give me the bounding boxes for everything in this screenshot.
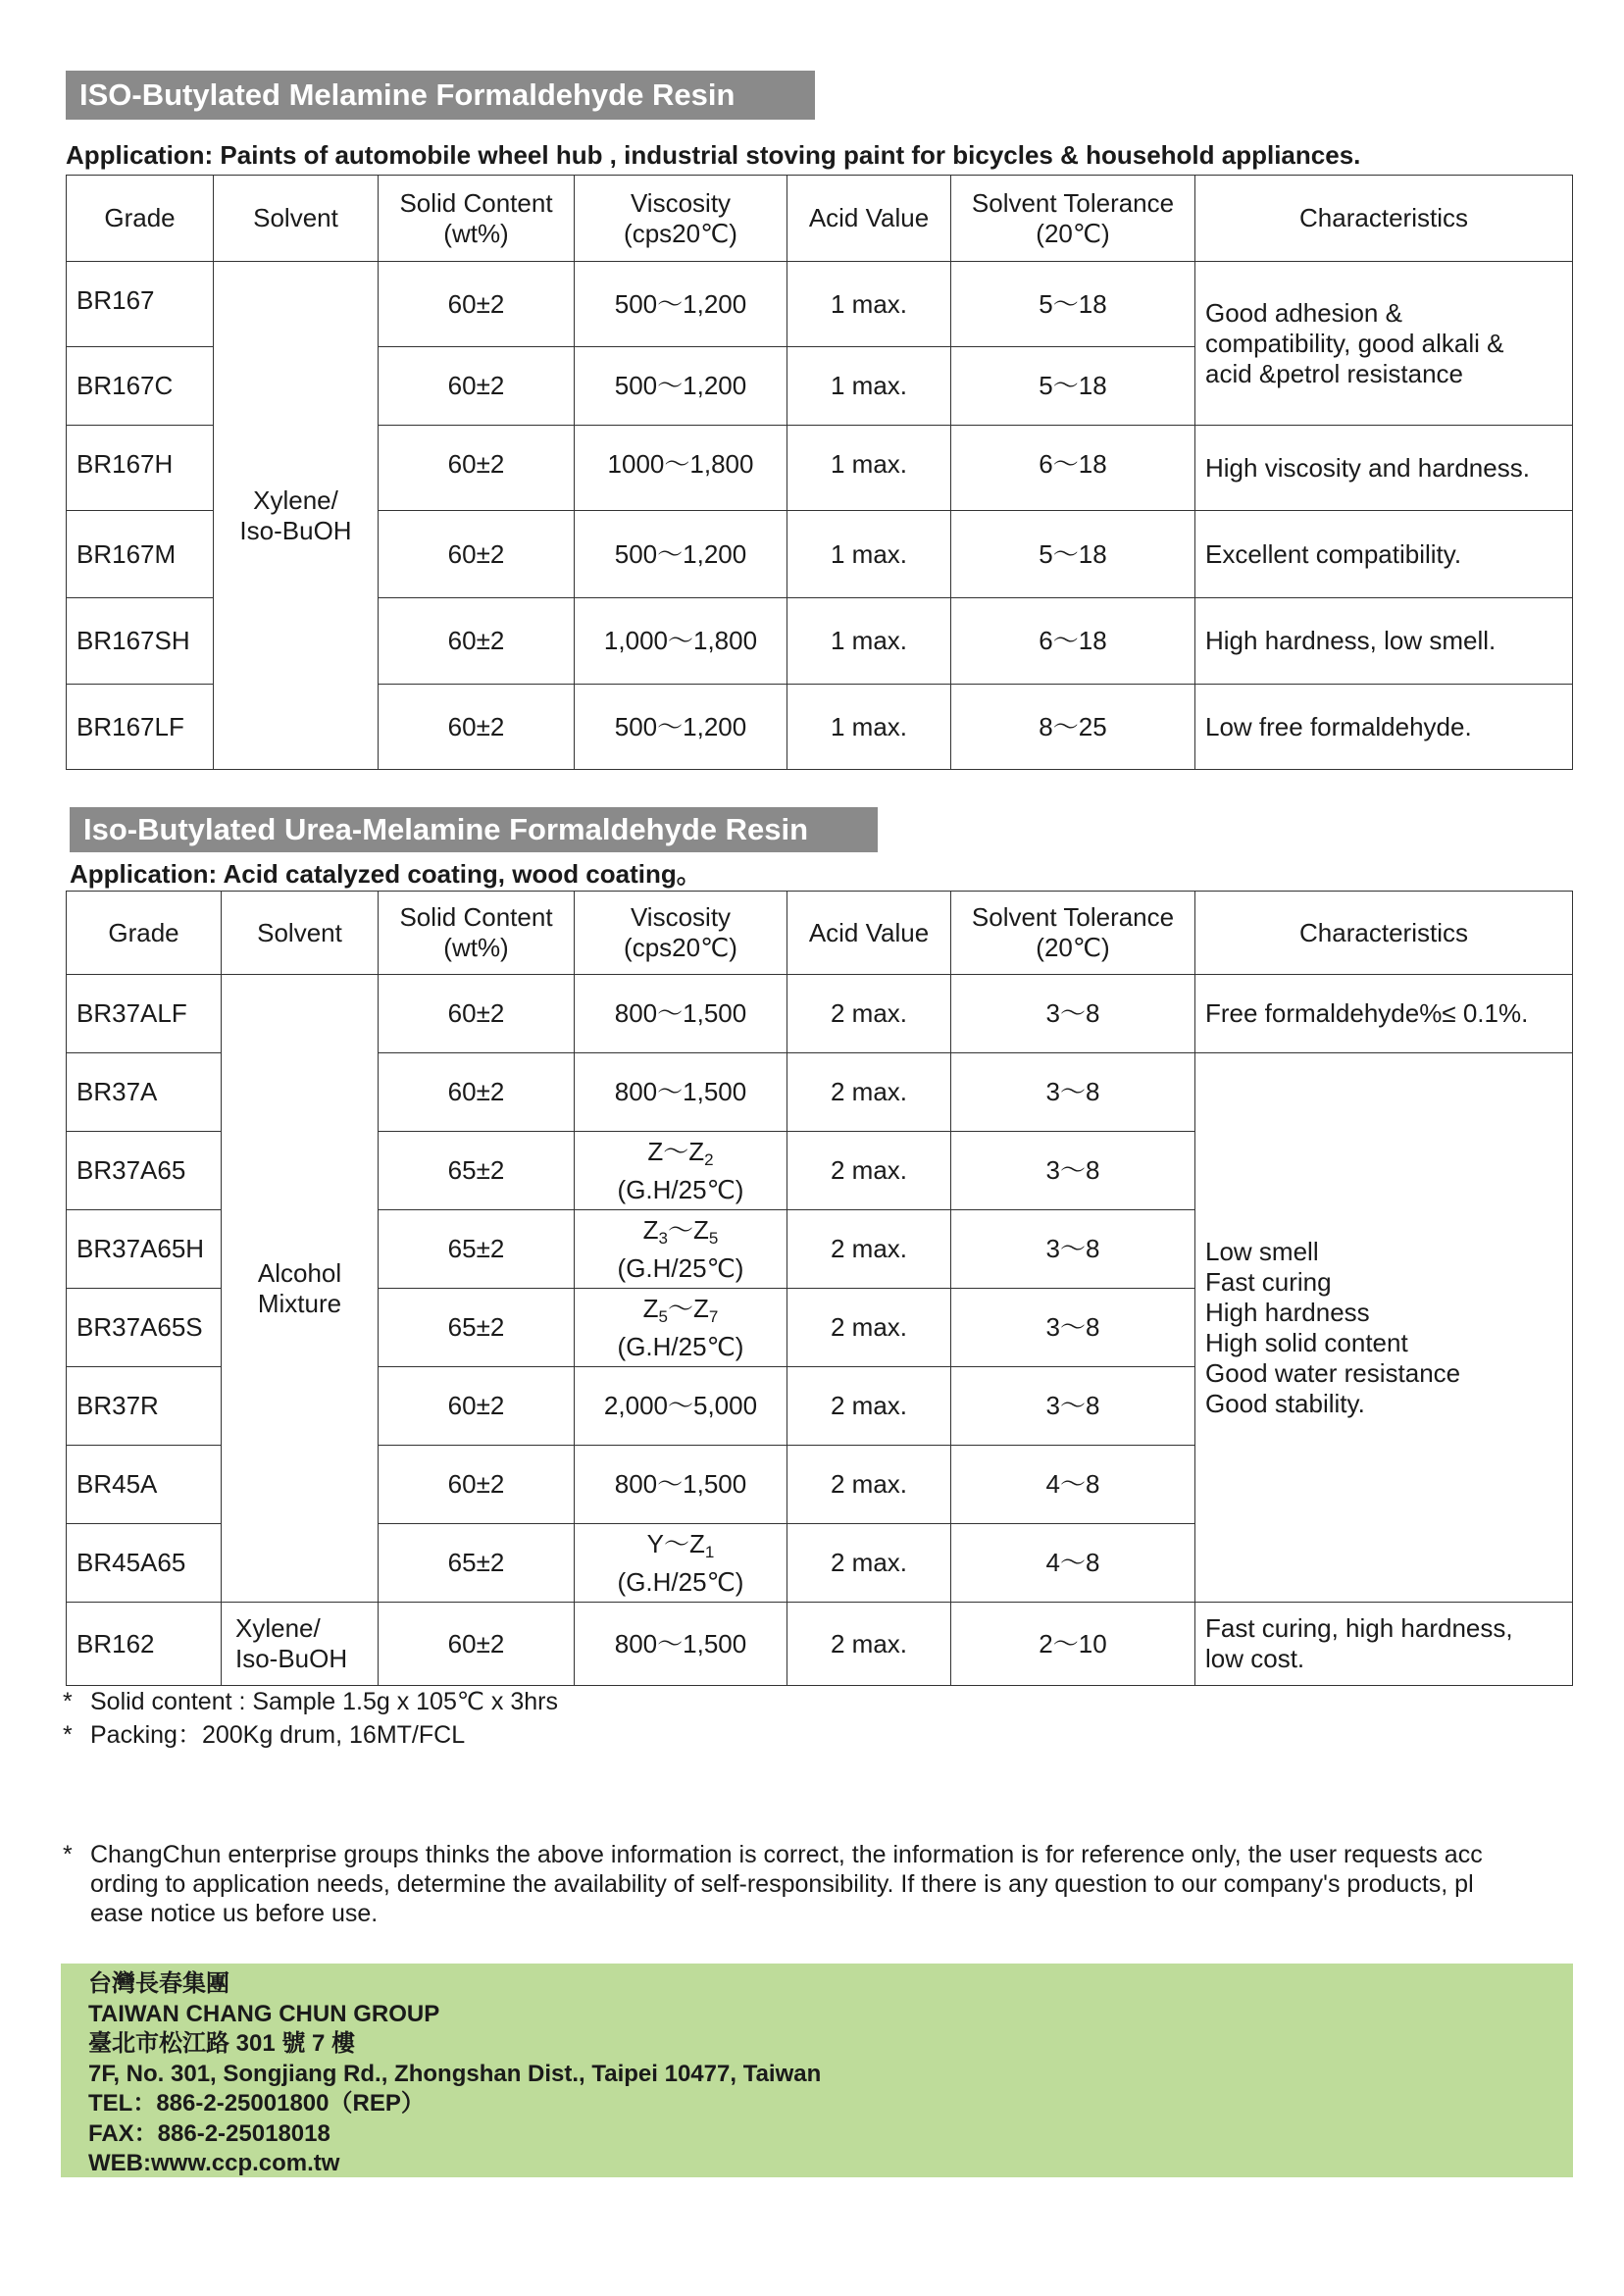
footnote-packing: * Packing：200Kg drum, 16MT/FCL [63,1721,466,1749]
solvent-tolerance-cell: 3～8 [951,1367,1195,1446]
address-chinese: 臺北市松江路 301 號 7 樓 [88,2030,356,2057]
acid-value-cell: 2 max. [787,1132,951,1210]
solvent-cell: Xylene/ Iso-BuOH [222,1603,379,1686]
grade-cell: BR167C [67,347,214,426]
acid-value-cell: 1 max. [787,685,951,770]
viscosity-cell: 500～1,200 [575,511,787,598]
disclaimer: * ChangChun enterprise groups thinks the above information is correct, the information is for reference only, the user requests acc ording to application needs, determine the availability of self-responsibility. If there is any question to our company's products, pl ease notice us before use. [63,1841,1483,1927]
characteristics-cell: Free formaldehyde%≤ 0.1%. [1195,975,1573,1053]
viscosity-cell: $Z\sim Z_2$ (G.H/25℃) [575,1132,787,1210]
viscosity-cell: $Y\sim Z_1$ (G.H/25℃) [575,1524,787,1603]
characteristics-cell: High viscosity and hardness. [1195,426,1573,511]
section1-application: Application: Paints of automobile wheel hub , industrial stoving paint for bicycles & household appliances. [66,140,1361,170]
header-solvent-tolerance: Solvent Tolerance (20℃) [951,176,1195,262]
viscosity-cell: 500～1,200 [575,262,787,347]
header-acid-value: Acid Value [787,176,951,262]
footnotes [63,1685,558,1752]
table-row [67,975,1573,1053]
acid-value-cell: 2 max. [787,1289,951,1367]
solid-content-cell: 60±2 [379,685,575,770]
company-contact-footer [61,1964,1573,2177]
acid-value-cell: 1 max. [787,426,951,511]
acid-value-cell: 1 max. [787,347,951,426]
table-header-row [67,176,1573,262]
company-name: TAIWAN CHANG CHUN GROUP [88,2000,440,2027]
melamine-resin-table [66,175,1573,770]
solvent-tolerance-cell: 6～18 [951,598,1195,685]
grade-cell: BR37A65H [67,1210,222,1289]
table-row [67,262,1573,347]
acid-value-cell: 2 max. [787,975,951,1053]
header-acid-value: Acid Value [787,892,951,975]
viscosity-cell: 800～1,500 [575,975,787,1053]
grade-cell: BR37ALF [67,975,222,1053]
viscosity-cell: 500～1,200 [575,685,787,770]
solid-content-cell: 65±2 [379,1132,575,1210]
solid-content-cell: 60±2 [379,1367,575,1446]
solid-content-cell: 65±2 [379,1289,575,1367]
solvent-tolerance-cell: 5～18 [951,262,1195,347]
grade-cell: BR167M [67,511,214,598]
characteristics-cell: Good adhesion & compatibility, good alkali & acid &petrol resistance [1195,262,1573,426]
solid-content-cell: 60±2 [379,975,575,1053]
solvent-tolerance-cell: 3～8 [951,975,1195,1053]
fax: FAX：886-2-25018018 [88,2119,330,2147]
characteristics-cell: Low smell Fast curing High hardness High solid content Good water resistance Good stability. [1195,1053,1573,1603]
acid-value-cell: 2 max. [787,1524,951,1603]
acid-value-cell: 2 max. [787,1446,951,1524]
acid-value-cell: 2 max. [787,1053,951,1132]
header-solvent: Solvent [222,892,379,975]
solvent-tolerance-cell: 6～18 [951,426,1195,511]
solvent-cell: Xylene/ Iso-BuOH [214,262,379,770]
viscosity-cell: $Z_3\sim Z_5$ (G.H/25℃) [575,1210,787,1289]
acid-value-cell: 1 max. [787,511,951,598]
characteristics-cell: Fast curing, high hardness, low cost. [1195,1603,1573,1686]
viscosity-cell: 800～1,500 [575,1603,787,1686]
solid-content-cell: 60±2 [379,1053,575,1132]
disclaimer-line: ease notice us before use. [90,1900,379,1927]
solid-content-cell: 65±2 [379,1210,575,1289]
acid-value-cell: 2 max. [787,1603,951,1686]
header-viscosity: Viscosity (cps20℃) [575,176,787,262]
acid-value-cell: 2 max. [787,1367,951,1446]
header-characteristics: Characteristics [1195,892,1573,975]
header-characteristics: Characteristics [1195,176,1573,262]
viscosity-cell: 1,000～1,800 [575,598,787,685]
grade-cell: BR167H [67,426,214,511]
solid-content-cell: 60±2 [379,347,575,426]
header-solid-content: Solid Content (wt%) [379,892,575,975]
section2-title: Iso-Butylated Urea-Melamine Formaldehyde Resin [70,807,878,852]
solvent-tolerance-cell: 5～18 [951,511,1195,598]
section2-application: Application: Acid catalyzed coating, wood coating。 [70,859,702,889]
viscosity-cell: $Z_5\sim Z_7$ (G.H/25℃) [575,1289,787,1367]
solid-content-cell: 60±2 [379,426,575,511]
viscosity-cell: 1000～1,800 [575,426,787,511]
solvent-tolerance-cell: 2～10 [951,1603,1195,1686]
viscosity-cell: 500～1,200 [575,347,787,426]
company-name-chinese: 台灣長春集團 [88,1970,229,1997]
address: 7F, No. 301, Songjiang Rd., Zhongshan Dist., Taipei 10477, Taiwan [88,2060,822,2087]
solvent-tolerance-cell: 4～8 [951,1524,1195,1603]
disclaimer-line: ChangChun enterprise groups thinks the above information is correct, the information is for reference only, the user requests acc [90,1841,1483,1868]
section1-title: ISO-Butylated Melamine Formaldehyde Resin [66,71,815,120]
website-link[interactable]: WEB:www.ccp.com.tw [88,2150,340,2176]
disclaimer-line: ording to application needs, determine the availability of self-responsibility. If there is any question to our company's products, pl [90,1870,1474,1898]
solid-content-cell: 60±2 [379,1603,575,1686]
table-header-row [67,892,1573,975]
characteristics-cell: Excellent compatibility. [1195,511,1573,598]
grade-cell: BR37R [67,1367,222,1446]
solvent-tolerance-cell: 8～25 [951,685,1195,770]
urea-melamine-resin-table [66,891,1573,1686]
characteristics-cell: Low free formaldehyde. [1195,685,1573,770]
header-grade: Grade [67,892,222,975]
telephone: TEL：886-2-25001800（REP） [88,2090,425,2117]
acid-value-cell: 1 max. [787,262,951,347]
acid-value-cell: 1 max. [787,598,951,685]
solvent-tolerance-cell: 3～8 [951,1289,1195,1367]
grade-cell: BR167 [67,262,214,347]
solid-content-cell: 60±2 [379,262,575,347]
solvent-tolerance-cell: 3～8 [951,1210,1195,1289]
grade-cell: BR37A65 [67,1132,222,1210]
acid-value-cell: 2 max. [787,1210,951,1289]
header-grade: Grade [67,176,214,262]
solvent-tolerance-cell: 4～8 [951,1446,1195,1524]
table-row [67,1603,1573,1686]
grade-cell: BR167LF [67,685,214,770]
solid-content-cell: 65±2 [379,1524,575,1603]
viscosity-cell: 800～1,500 [575,1053,787,1132]
grade-cell: BR37A65S [67,1289,222,1367]
header-viscosity: Viscosity (cps20℃) [575,892,787,975]
grade-cell: BR37A [67,1053,222,1132]
solvent-tolerance-cell: 3～8 [951,1132,1195,1210]
grade-cell: BR45A65 [67,1524,222,1603]
solid-content-cell: 60±2 [379,598,575,685]
grade-cell: BR45A [67,1446,222,1524]
solid-content-cell: 60±2 [379,511,575,598]
grade-cell: BR167SH [67,598,214,685]
header-solvent: Solvent [214,176,379,262]
solvent-cell: Alcohol Mixture [222,975,379,1603]
solid-content-cell: 60±2 [379,1446,575,1524]
solvent-tolerance-cell: 5～18 [951,347,1195,426]
header-solvent-tolerance: Solvent Tolerance (20℃) [951,892,1195,975]
characteristics-cell: High hardness, low smell. [1195,598,1573,685]
viscosity-cell: 800～1,500 [575,1446,787,1524]
header-solid-content: Solid Content (wt%) [379,176,575,262]
grade-cell: BR162 [67,1603,222,1686]
solvent-tolerance-cell: 3～8 [951,1053,1195,1132]
footnote-solid-content: * Solid content : Sample 1.5g x 105℃ x 3hrs [63,1688,558,1715]
viscosity-cell: 2,000～5,000 [575,1367,787,1446]
